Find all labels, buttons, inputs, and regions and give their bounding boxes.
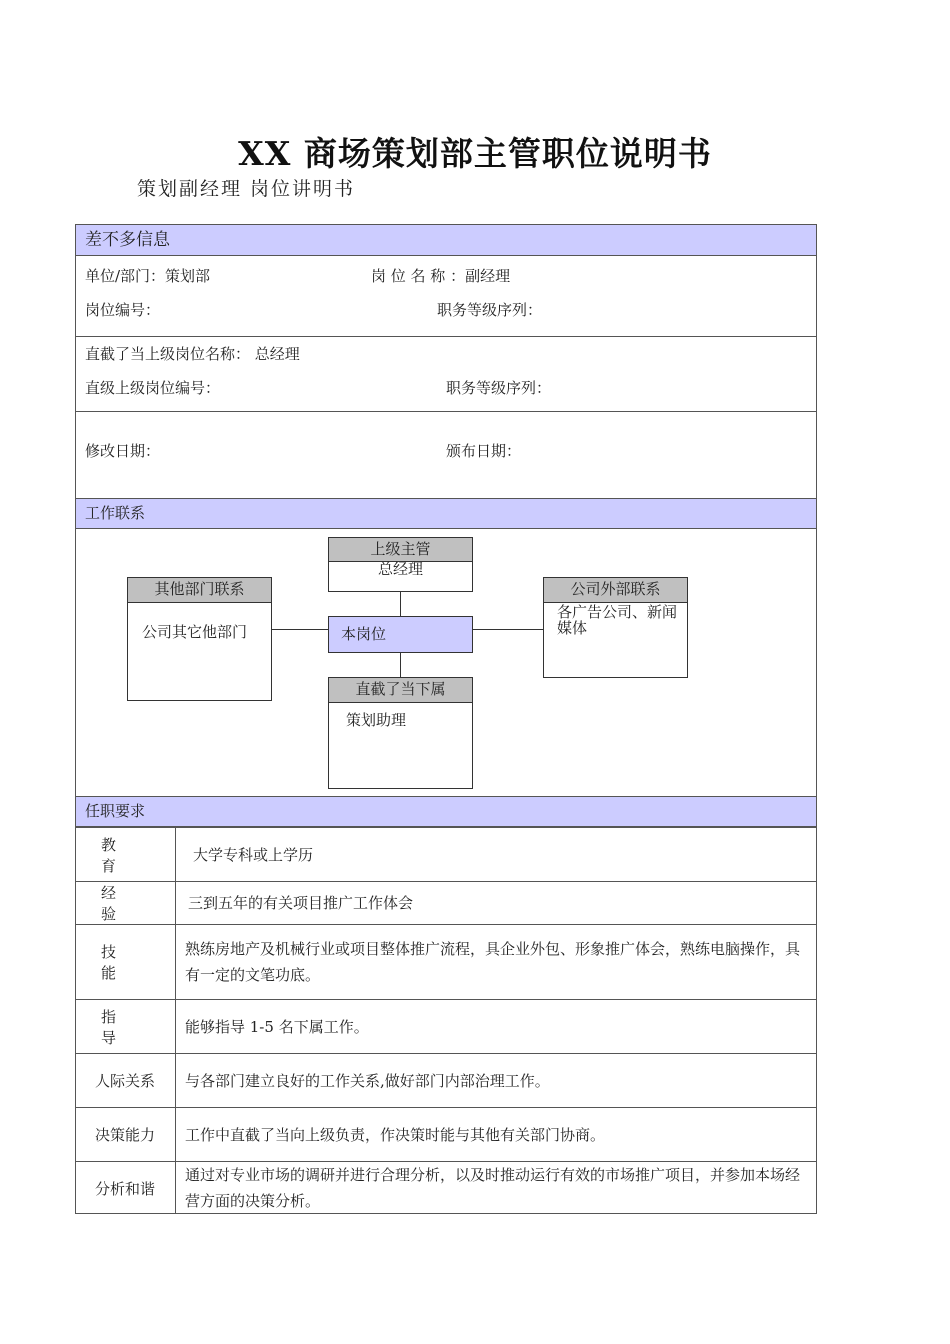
- requirement-label: 技能: [75, 925, 176, 999]
- requirement-row-skills: [75, 924, 817, 999]
- external-body: 各广告公司、新闻媒体: [557, 603, 678, 637]
- requirement-label: 经验: [75, 882, 176, 924]
- unit-department: 单位/部门：策划部: [85, 267, 211, 285]
- subordinate-header: 直截了当下属: [328, 677, 473, 703]
- subordinate-body: 策划助理: [346, 711, 407, 729]
- divider: [75, 411, 817, 412]
- rank-sequence-2: 职务等级序列：: [446, 379, 552, 397]
- other-department-header: 其他部门联系: [127, 577, 272, 603]
- requirement-value: 熟练房地产及机械行业或项目整体推广流程，具企业外包、形象推广体会，熟练电脑操作，具有一定的文笔功底。: [185, 940, 801, 984]
- requirement-value: 工作中直截了当向上级负责，作决策时能与其他有关部门协商。: [185, 1125, 606, 1144]
- requirement-row-interpersonal: [75, 1053, 817, 1107]
- current-position-box: 本岗位: [328, 616, 473, 653]
- requirement-label: 人际关系: [75, 1054, 176, 1107]
- section-header-basic-info: 差不多信息: [75, 224, 817, 256]
- rank-sequence: 职务等级序列：: [437, 301, 543, 319]
- requirement-label: 指导: [75, 1000, 176, 1053]
- requirement-value: 三到五年的有关项目推广工作体会: [188, 894, 414, 912]
- requirement-label: 教育: [75, 828, 176, 881]
- requirement-value: 能够指导 1-5 名下属工作。: [185, 1017, 369, 1036]
- position-number: 岗位编号：: [85, 301, 161, 319]
- requirement-row-guidance: [75, 999, 817, 1053]
- connector-line: [400, 592, 401, 616]
- direct-superior-number: 直级上级岗位编号：: [85, 379, 221, 397]
- connector-line: [272, 629, 329, 630]
- requirement-row-analysis: [75, 1161, 817, 1214]
- document-subtitle: 策划副经理 岗位讲明书: [137, 178, 356, 200]
- requirement-label: 决策能力: [75, 1108, 176, 1161]
- position-name: 岗 位 名 称 ：副经理: [371, 267, 511, 285]
- external-header: 公司外部联系: [543, 577, 688, 603]
- superior-body: 总经理: [377, 560, 423, 578]
- requirement-row-education: [75, 827, 817, 881]
- requirement-label: 分析和谐: [75, 1162, 176, 1214]
- other-department-body: 公司其它他部门: [142, 623, 248, 641]
- requirement-value: 与各部门建立良好的工作关系,做好部门内部治理工作。: [185, 1071, 550, 1090]
- connector-line: [472, 629, 544, 630]
- requirement-value: 通过对专业市场的调研并进行合理分析，以及时推动运行有效的市场推广项目，并参加本场经营方面的决策分析。: [185, 1166, 801, 1210]
- section-header-work-relations: 工作联系: [75, 498, 817, 529]
- issue-date: 颁布日期：: [446, 442, 522, 460]
- divider: [75, 336, 817, 337]
- direct-superior-name: 直截了当上级岗位名称： 总经理: [85, 345, 300, 363]
- requirement-value: 大学专科或上学历: [193, 845, 314, 864]
- modify-date: 修改日期：: [85, 442, 161, 460]
- section-header-requirements: 任职要求: [75, 796, 817, 827]
- document-title: XX 商场策划部主管职位说明书: [238, 134, 712, 173]
- superior-header: 上级主管: [328, 537, 473, 562]
- requirement-row-decision: [75, 1107, 817, 1161]
- connector-line: [400, 653, 401, 678]
- requirement-row-experience: [75, 881, 817, 924]
